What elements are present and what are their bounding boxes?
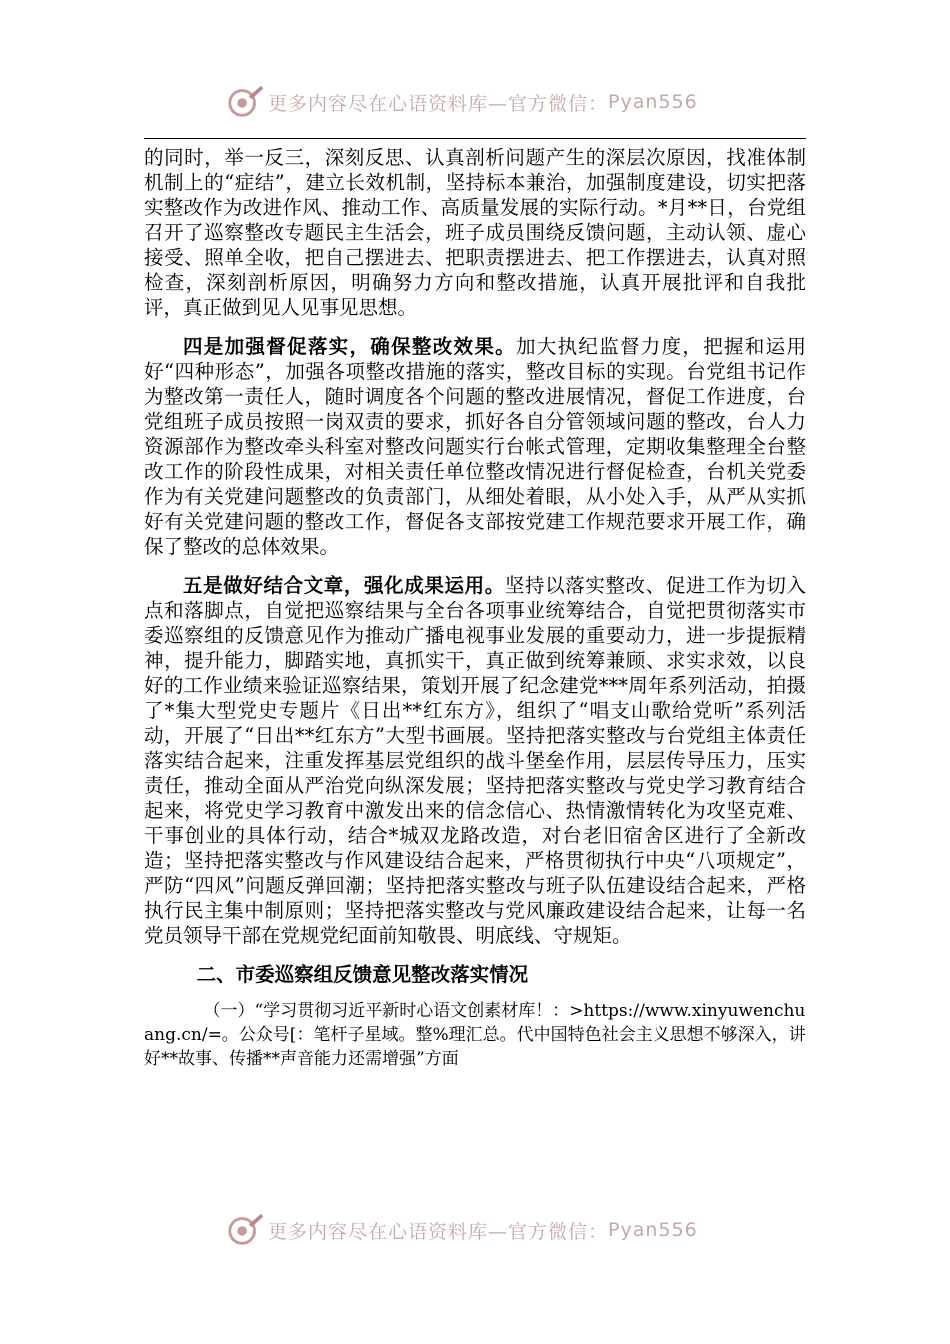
header-wechat-id: Pyan556 bbox=[608, 91, 698, 113]
header-watermark-text: 更多内容尽在心语资料库—官方微信： bbox=[268, 92, 609, 115]
header-rule bbox=[144, 138, 806, 139]
section-heading: 二、市委巡察组反馈意见整改落实情况 bbox=[196, 963, 529, 986]
document-body bbox=[144, 145, 806, 1071]
paragraph-four-text: 加大执纪监督力度，把握和运用好“四种形态”，加强各项整改措施的落实，整改目标的实现。台党组书记作为整改第一责任人，随时调度各个问题的整改进展情况，督促工作进度，台党组班子成员按照一岗双责的要求，抓好各自分管领域问题的整改，台人力资源部作为整改牵头科室对整改问题实行台帐式管理，定期收集整理全台整改工作的阶段性成果，对相关责任单位整改情况进行督促检查，台机关党委作为有关党建问题整改的负责部门，从细处着眼，从小处入手，从严从实抓好有关党建问题的整改工作，督促各支部按党建工作规范要求开展工作，确保了整改的总体效果。 bbox=[144, 335, 806, 558]
subsection-paragraph: （一）“学习贯彻习近平新时心语文创素材库！：>https://www.xinyuwenchuang.cn/=。公众号[：笔杆子星域。整%理汇总。代中国特色社会主义思想不够深入，讲好**故事、传播**声音能力还需增强”方面 bbox=[144, 1001, 806, 1069]
paragraph-four bbox=[144, 334, 806, 559]
paragraph-five-lead: 五是做好结合文章，强化成果运用。 bbox=[183, 574, 505, 597]
paragraph-continuation: 的同时，举一反三，深刻反思、认真剖析问题产生的深层次原因，找准体制机制上的“症结”，建立长效机制，坚持标本兼治，加强制度建设，切实把落实整改作为改进作风、推动工作、高质量发展的实际行动。*月**日，台党组召开了巡察整改专题民主生活会，班子成员围绕反馈问题，主动认领、虚心接受、照单全收，把自己摆进去、把职责摆进去、把工作摆进去，认真对照检查，深刻剖析原因，明确努力方向和整改措施，认真开展批评和自我批评，真正做到见人见事见思想。 bbox=[144, 146, 806, 319]
paragraph-four-lead: 四是加强督促落实，确保整改效果。 bbox=[183, 335, 516, 358]
brush-logo-icon bbox=[226, 1211, 264, 1249]
footer-watermark bbox=[226, 1210, 746, 1250]
footer-watermark-text: 更多内容尽在心语资料库—官方微信： bbox=[268, 1220, 609, 1243]
paragraph-five-text: 坚持以落实整改、促进工作为切入点和落脚点，自觉把巡察结果与全台各项事业统筹结合，自觉把贯彻落实市委巡察组的反馈意见作为推动广播电视事业发展的重要动力，进一步提振精神，提升能力，脚踏实地，真抓实干，真正做到统筹兼顾、求实求效，以良好的工作业绩来验证巡察结果，策划开展了纪念建党***周年系列活动，拍摄了*集大型党史专题片《日出**红东方》，组织了“唱支山歌给党听”系列活动，开展了“日出**红东方”大型书画展。坚持把落实整改与台党组主体责任落实结合起来，注重发挥基层党组织的战斗堡垒作用，层层传导压力，压实责任，推动全面从严治党向纵深发展；坚持把落实整改与党史学习教育结合起来，将党史学习教育中激发出来的信念信心、热情激情转化为攻坚克难、干事创业的具体行动，结合*城双龙路改造，对台老旧宿舍区进行了全新改造；坚持把落实整改与作风建设结合起来，严格贯彻执行中央“八项规定”，严防“四风”问题反弹回潮；坚持把落实整改与班子队伍建设结合起来，严格执行民主集中制原则；坚持把落实整改与党风廉政建设结合起来，让每一名党员领导干部在党规党纪面前知敬畏、明底线、守规矩。 bbox=[144, 574, 806, 947]
brush-logo-icon bbox=[226, 83, 264, 121]
footer-wechat-id: Pyan556 bbox=[608, 1219, 698, 1241]
header-watermark bbox=[226, 82, 746, 122]
paragraph-five bbox=[144, 573, 806, 948]
